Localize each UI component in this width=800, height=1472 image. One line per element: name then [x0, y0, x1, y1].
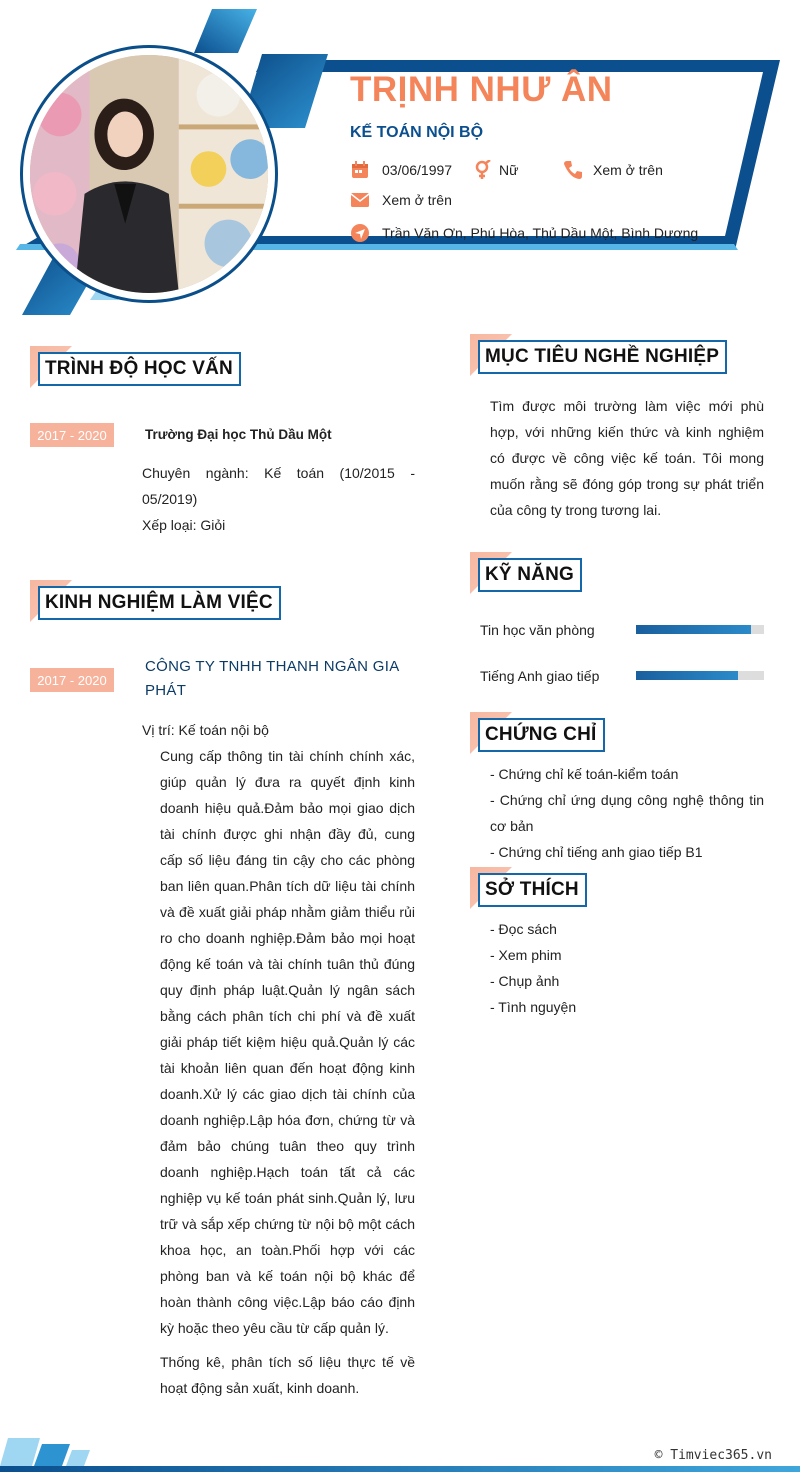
address-value: Trần Văn Ơn, Phú Hòa, Thủ Dầu Một, Bình Dương [382, 225, 699, 241]
job-title: KẾ TOÁN NỘI BỘ [350, 124, 484, 141]
certificate-item: - Chứng chỉ ứng dụng công nghệ thông tin cơ bản [490, 792, 764, 834]
dob-row [350, 160, 452, 180]
candidate-name: TRỊNH NHƯ ÂN [350, 70, 613, 109]
address-row [350, 223, 698, 243]
objective-text: Tìm được môi trường làm việc mới phù hợp, với những kiến thức và kinh nghiệm có được về công việc kế toán. Tôi mong muốn rằng sẽ đóng góp trong sự phát triển của công ty trong tương lai. [490, 398, 764, 518]
education-school: Trường Đại học Thủ Dầu Một [145, 427, 332, 442]
certificate-item: - Chứng chỉ kế toán-kiểm toán [490, 766, 679, 782]
certificate-item: - Chứng chỉ tiếng anh giao tiếp B1 [490, 844, 703, 860]
gender-icon [473, 160, 493, 180]
gender-row [473, 160, 518, 180]
email-icon [350, 190, 370, 210]
skill-bar-fill [636, 625, 751, 634]
phone-row [563, 160, 663, 180]
experience-company: CÔNG TY TNHH THANH NGÂN GIA PHÁT [145, 658, 399, 699]
education-grade: Xếp loại: Giỏi [142, 517, 226, 533]
skill-name: Tiếng Anh giao tiếp [480, 668, 600, 684]
hobby-item: - Xem phim [490, 947, 562, 963]
profile-photo [30, 55, 268, 293]
hobby-item: - Chụp ảnh [490, 973, 560, 989]
experience-position: Vị trí: Kế toán nội bộ [142, 722, 269, 738]
phone-value: Xem ở trên [593, 162, 663, 178]
education-year-badge: 2017 - 2020 [30, 423, 114, 447]
education-major: Chuyên ngành: Kế toán (10/2015 - 05/2019) [142, 465, 415, 507]
experience-description-2: Thống kê, phân tích số liệu thực tế về hoạt động sản xuất, kinh doanh. [160, 1354, 415, 1396]
skill-bar-fill [636, 671, 738, 680]
copyright: © Timviec365.vn [654, 1448, 772, 1463]
email-row [350, 190, 452, 210]
email-value: Xem ở trên [382, 192, 452, 208]
experience-description: Cung cấp thông tin tài chính chính xác, giúp quản lý đưa ra quyết định kinh doanh hiệu quả.Đảm bảo mọi giao dịch tài chính được ghi nhận đầy đủ, cung cấp số liệu đáng tin cậy cho các phòng ban liên quan.Phân tích dữ liệu tài chính và đề xuất giải pháp nhằm giảm thiểu rủi ro cho doanh nghiệp.Đảm bảo mọi hoạt động kế toán và tài chính tuân thủ đúng quy định pháp luật.Quản lý ngân sách bằng cách phân tích chi phí và đề xuất giải pháp tiết kiệm hiệu quả.Quản lý các tài khoản liên quan đến hoạt động kinh doanh.Xử lý các giao dịch tài chính của doanh nghiệp.Lập hóa đơn, chứng từ và đảm bảo chúng tuân theo quy trình doanh nghiệp.Hạch toán tất cả các nghiệp vụ kế toán phát sinh.Quản lý, lưu trữ và sắp xếp chứng từ nội bộ một cách khoa học, an toàn.Phối hợp với các phòng ban và kế toán nội bộ khác để hoàn thành công việc.Lập báo cáo định kỳ hoặc theo yêu cầu từ cấp quản lý. [160, 748, 415, 1336]
phone-icon [563, 160, 583, 180]
dob-value: 03/06/1997 [382, 162, 453, 178]
hobby-item: - Tình nguyện [490, 999, 577, 1015]
skill-bar [636, 625, 764, 634]
experience-year-badge: 2017 - 2020 [30, 668, 114, 692]
avatar [20, 45, 278, 303]
skill-name: Tin học văn phòng [480, 622, 595, 638]
hobby-item: - Đọc sách [490, 921, 557, 937]
location-icon [350, 223, 370, 243]
skill-bar [636, 671, 764, 680]
gender-value: Nữ [499, 162, 519, 178]
calendar-icon [350, 160, 370, 180]
